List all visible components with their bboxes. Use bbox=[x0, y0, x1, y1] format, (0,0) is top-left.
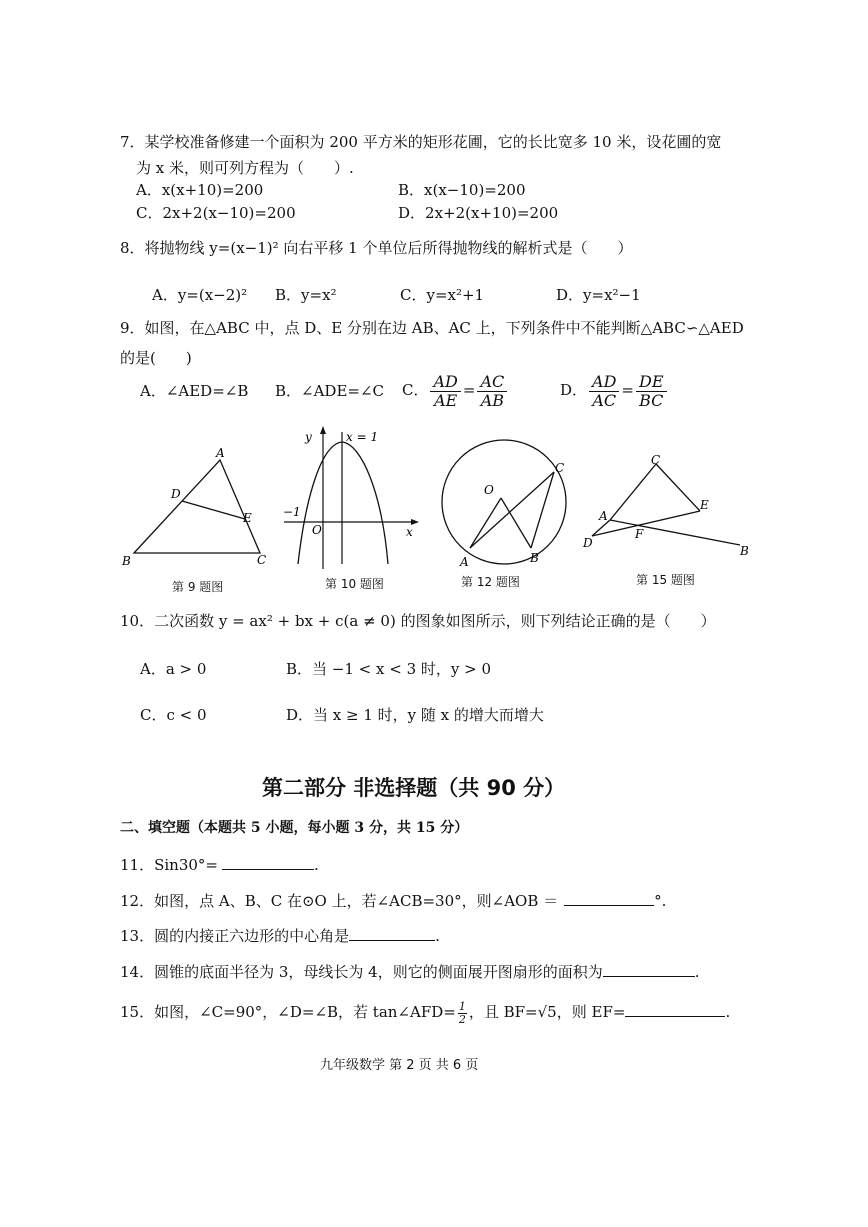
q7-option-c: C．2x+2(x−10)=200 bbox=[136, 204, 296, 222]
fig9-label-b: B bbox=[122, 554, 131, 568]
q14: 14．圆锥的底面半径为 3，母线长为 4，则它的侧面展开图扇形的面积为 . bbox=[120, 963, 700, 981]
figure-12-circle bbox=[436, 432, 576, 572]
fig15-label-d: D bbox=[583, 536, 593, 550]
fig10-label-minus1: −1 bbox=[283, 505, 301, 519]
part2-section-heading: 二、填空题（本题共 5 小题，每小题 3 分，共 15 分） bbox=[120, 820, 469, 836]
figure-15-triangles bbox=[580, 452, 750, 562]
q12-answer-blank[interactable] bbox=[564, 891, 654, 906]
q7-stem-line2: 为 x 米，则可列方程为（ ）. bbox=[136, 159, 354, 177]
figure-10-parabola bbox=[278, 424, 423, 574]
q9-stem-line2: 的是( ) bbox=[120, 349, 192, 367]
q11-answer-blank[interactable] bbox=[222, 855, 314, 870]
fig15-label-e: E bbox=[700, 498, 709, 512]
q8-option-d: D．y=x²−1 bbox=[556, 286, 641, 304]
q10-option-d: D．当 x ≥ 1 时，y 随 x 的增大而增大 bbox=[286, 706, 544, 724]
q9-option-b: B．∠ADE=∠C bbox=[275, 382, 385, 400]
fig10-label-o: O bbox=[312, 523, 322, 537]
fig10-caption: 第 10 题图 bbox=[325, 577, 384, 591]
q10-option-c: C．c < 0 bbox=[140, 706, 207, 724]
fig15-label-f: F bbox=[635, 527, 644, 541]
q12: 12．如图，点 A、B、C 在⊙O 上，若∠ACB=30°，则∠AOB ＝ °. bbox=[120, 892, 667, 910]
fig12-label-c: C bbox=[555, 461, 565, 475]
q9-option-c: C． $\frac{AD}{AE}$ = $\frac{AC}{AB}$ bbox=[402, 370, 509, 410]
fig10-label-x: x bbox=[406, 525, 413, 539]
q15: 15．如图，∠C=90°，∠D=∠B，若 tan∠AFD= $\frac{1}{2}$ ，且 BF=√5，则 EF= . bbox=[120, 999, 731, 1026]
q10-stem: 10．二次函数 y = ax² + bx + c(a ≠ 0) 的图象如图所示，则下列结论正确的是（ ） bbox=[120, 612, 716, 630]
fig9-label-c: C bbox=[257, 553, 267, 567]
q10-option-b: B．当 −1 < x < 3 时，y > 0 bbox=[286, 660, 492, 678]
fig12-label-b: B bbox=[530, 551, 539, 565]
q7-option-b: B．x(x−10)=200 bbox=[398, 181, 526, 199]
q10-option-a: A．a > 0 bbox=[140, 660, 207, 678]
fig15-label-a: A bbox=[599, 509, 608, 523]
fig15-label-c: C bbox=[651, 453, 661, 467]
q11: 11．Sin30°= . bbox=[120, 856, 319, 874]
q13: 13．圆的内接正六边形的中心角是 . bbox=[120, 927, 440, 945]
fig9-label-a: A bbox=[216, 446, 225, 460]
q7-option-d: D．2x+2(x+10)=200 bbox=[398, 204, 559, 222]
q8-option-c: C．y=x²+1 bbox=[400, 286, 485, 304]
fig10-label-y: y bbox=[305, 430, 312, 444]
fig15-caption: 第 15 题图 bbox=[636, 573, 695, 587]
q9-option-a: A．∠AED=∠B bbox=[140, 382, 249, 400]
fig9-label-d: D bbox=[171, 487, 181, 501]
page-footer: 九年级数学 第 2 页 共 6 页 bbox=[320, 1058, 479, 1073]
fig10-label-axis: x = 1 bbox=[346, 430, 379, 444]
q7-option-a: A．x(x+10)=200 bbox=[136, 181, 264, 199]
q8-option-b: B．y=x² bbox=[275, 286, 337, 304]
q8-option-a: A．y=(x−2)² bbox=[152, 286, 248, 304]
fig9-caption: 第 9 题图 bbox=[172, 580, 224, 594]
q8-stem: 8．将抛物线 y=(x−1)² 向右平移 1 个单位后所得抛物线的解析式是（ ） bbox=[120, 239, 633, 257]
q7-stem-line1: 7．某学校准备修建一个面积为 200 平方米的矩形花圃，它的长比宽多 10 米，设花圃的宽 bbox=[120, 133, 722, 151]
fig12-label-a: A bbox=[460, 555, 469, 569]
fig12-caption: 第 12 题图 bbox=[461, 575, 520, 589]
fig9-label-e: E bbox=[243, 511, 252, 525]
q9-option-d: D． $\frac{AD}{AC}$ = $\frac{DE}{BC}$ bbox=[560, 370, 669, 410]
part2-title: 第二部分 非选择题（共 90 分） bbox=[262, 776, 566, 800]
q9-stem-line1: 9．如图，在△ABC 中，点 D、E 分别在边 AB、AC 上，下列条件中不能判断△ABC∽△AED bbox=[120, 319, 744, 337]
q13-answer-blank[interactable] bbox=[349, 926, 435, 941]
fig12-label-o: O bbox=[484, 483, 494, 497]
q14-answer-blank[interactable] bbox=[603, 962, 695, 977]
q15-answer-blank[interactable] bbox=[625, 1002, 725, 1017]
figure-9-triangle bbox=[118, 440, 278, 575]
fig15-label-b: B bbox=[740, 544, 749, 558]
